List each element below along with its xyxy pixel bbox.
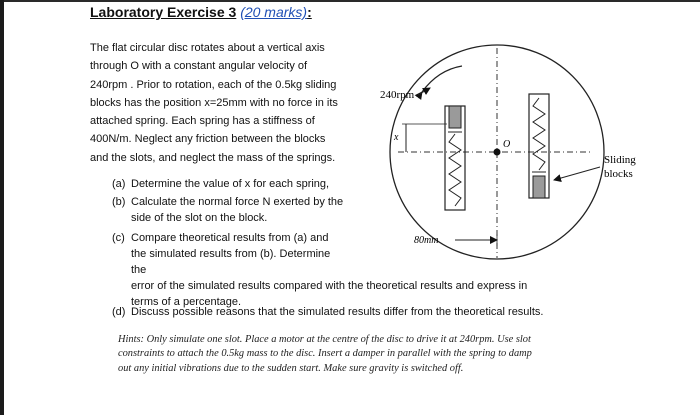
question-text: Calculate the normal force N exerted by the	[131, 196, 344, 208]
question-label: (a)	[112, 178, 126, 190]
center-label: O	[503, 139, 511, 150]
speed-label: 240rpm	[380, 89, 415, 101]
title-colon: :	[307, 4, 312, 20]
title-main: Laboratory Exercise 3	[90, 4, 237, 20]
question-text-cont: error of the simulated results compared with the theoretical results and express in	[131, 280, 528, 292]
question-label: (c)	[112, 232, 125, 244]
center-point	[494, 149, 501, 156]
statement-line: 400N/m. Neglect any friction between the blocks	[90, 133, 326, 146]
left-sliding-block	[449, 106, 461, 128]
question-text-cont: the simulated results from (b). Determine	[131, 248, 331, 260]
question-text: Discuss possible reasons that the simulated results differ from the theoretical results.	[131, 306, 544, 318]
hint-line: Hints: Only simulate one slot. Place a motor at the centre of the disc to drive it at 240rpm. Use slot	[118, 334, 531, 345]
question-label: (b)	[112, 196, 126, 208]
radius-label: 80mm	[414, 235, 439, 246]
sliding-blocks-label-1: Sliding	[604, 154, 636, 166]
title-marks: (20 marks)	[240, 4, 308, 20]
left-spring	[449, 134, 461, 206]
sliding-blocks-pointer	[554, 167, 600, 180]
statement-line: blocks has the position x=25mm with no force in its	[90, 96, 338, 109]
question-text-cont: the	[131, 264, 147, 276]
question-text: Determine the value of x for each spring,	[131, 178, 330, 190]
statement-line: through O with a constant angular velocity of	[90, 60, 308, 73]
sliding-blocks-label-2: blocks	[604, 168, 633, 180]
statement-line: attached spring. Each spring has a stiffness of	[90, 115, 315, 128]
hint-line: out any initial vibrations due to the sudden start. Make sure gravity is switched off.	[118, 362, 464, 374]
right-spring	[533, 98, 545, 170]
hint-line: constraints to attach the 0.5kg mass to the disc. Insert a damper in parallel with the spring to damp	[118, 348, 532, 360]
statement-line: 240rpm . Prior to rotation, each of the 0.5kg sliding	[90, 78, 337, 91]
question-text-cont: side of the slot on the block.	[131, 212, 268, 224]
right-sliding-block	[533, 176, 545, 198]
question-label: (d)	[112, 306, 126, 318]
x-label: x	[394, 132, 399, 143]
statement-line: and the slots, and neglect the mass of the springs.	[90, 151, 336, 164]
statement-line: The flat circular disc rotates about a vertical axis	[90, 42, 325, 54]
question-text: Compare theoretical results from (a) and	[131, 232, 329, 244]
question-text-cont: terms of a percentage.	[131, 296, 242, 308]
